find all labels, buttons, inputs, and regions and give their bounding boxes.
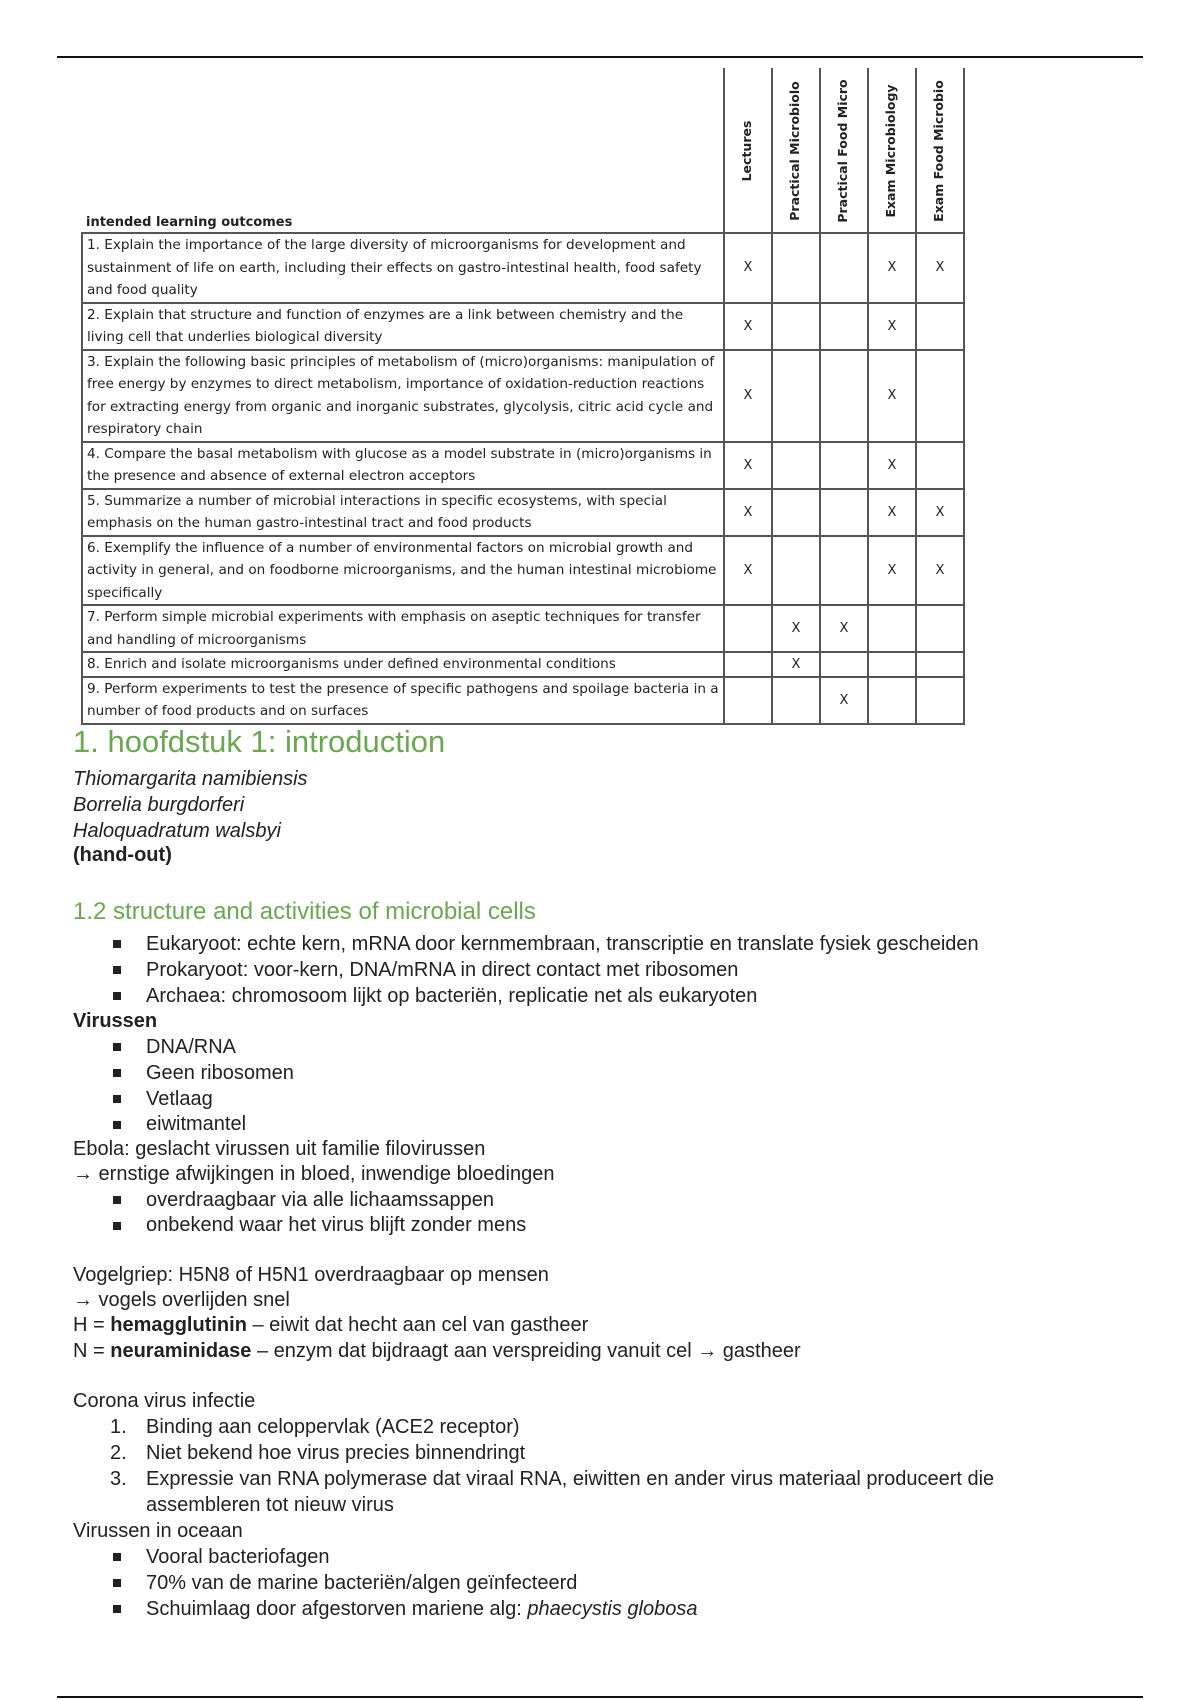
- h-term: hemagglutinin: [110, 1314, 247, 1336]
- bullet-icon: [113, 1069, 121, 1077]
- list-item: [146, 1596, 697, 1622]
- mark-cell: [772, 442, 820, 489]
- mark-cell: [820, 350, 868, 442]
- mark-cell: X: [724, 489, 772, 536]
- bullet-icon: [113, 1095, 121, 1103]
- mark-cell: X: [868, 489, 916, 536]
- mark-cell: [868, 652, 916, 677]
- hemagglutinin-line: [73, 1312, 588, 1338]
- list-item: Binding aan celoppervlak (ACE2 receptor): [146, 1416, 520, 1438]
- list-item-continued: assembleren tot nieuw virus: [146, 1494, 394, 1516]
- step-number: 1.: [110, 1416, 127, 1438]
- outcome-cell: 6. Exemplify the influence of a number of environmental factors on microbial growth and activity in general, and on foodborne microorganisms, and the human intestinal microbiome specifically: [82, 536, 724, 606]
- bullet-icon: [113, 1121, 121, 1129]
- mark-cell: [820, 233, 868, 303]
- virus-heading: Virussen: [73, 1010, 158, 1032]
- mark-cell: [772, 536, 820, 606]
- table-row: [82, 489, 964, 536]
- mark-cell: [820, 442, 868, 489]
- bullet-icon: [113, 1579, 121, 1587]
- n-term: neuraminidase: [110, 1340, 252, 1362]
- species-item: Thiomargarita namibiensis: [73, 768, 308, 790]
- corona-line: Corona virus infectie: [73, 1390, 256, 1412]
- mark-cell: [916, 652, 964, 677]
- table-row: [82, 652, 964, 677]
- column-label-practical-micro: Practical Microbiolo: [787, 81, 802, 221]
- mark-cell: X: [724, 350, 772, 442]
- bullet-icon: [113, 1553, 121, 1561]
- section-title: 1.2 structure and activities of microbial cells: [73, 898, 536, 925]
- outcome-cell: 5. Summarize a number of microbial interactions in specific ecosystems, with special emphasis on the human gastro-intestinal tract and food products: [82, 489, 724, 536]
- ebola-arrow-line: → ernstige afwijkingen in bloed, inwendige bloedingen: [73, 1163, 555, 1185]
- outcome-cell: 4. Compare the basal metabolism with glucose as a model substrate in (micro)organisms in the presence and absence of external electron acceptors: [82, 442, 724, 489]
- mark-cell: X: [772, 652, 820, 677]
- bullet-icon: [113, 940, 121, 948]
- bullet-icon: [113, 1605, 121, 1613]
- list-item: Niet bekend hoe virus precies binnendringt: [146, 1442, 526, 1464]
- bird-flu-arrow-line: → vogels overlijden snel: [73, 1289, 290, 1311]
- mark-cell: [868, 677, 916, 724]
- list-item: Archaea: chromosoom lijkt op bacteriën, replicatie net als eukaryoten: [146, 985, 758, 1007]
- ocean-last-prefix: Schuimlaag door afgestorven mariene alg:: [146, 1598, 528, 1620]
- outcome-cell: 7. Perform simple microbial experiments with emphasis on aseptic techniques for transfer and handling of microorganisms: [82, 605, 724, 652]
- mark-cell: X: [724, 233, 772, 303]
- mark-cell: [772, 489, 820, 536]
- mark-cell: X: [916, 489, 964, 536]
- table-row: [82, 303, 964, 350]
- column-header: [916, 68, 964, 233]
- mark-cell: X: [868, 303, 916, 350]
- outcome-cell: 8. Enrich and isolate microorganisms under defined environmental conditions: [82, 652, 724, 677]
- column-label-exam-food: Exam Food Microbio: [931, 80, 946, 222]
- list-item: Expressie van RNA polymerase dat viraal RNA, eiwitten en ander virus materiaal produceert die: [146, 1468, 995, 1490]
- species-name: phaecystis globosa: [527, 1598, 698, 1620]
- mark-cell: X: [724, 442, 772, 489]
- mark-cell: X: [724, 536, 772, 606]
- learning-outcomes-table: [81, 68, 965, 725]
- mark-cell: [772, 303, 820, 350]
- bullet-icon: [113, 966, 121, 974]
- bottom-rule: [57, 1696, 1143, 1698]
- list-item: overdraagbaar via alle lichaamssappen: [146, 1189, 494, 1211]
- outcome-cell: 1. Explain the importance of the large diversity of microorganisms for development and sustainment of life on earth, including their effects on gastro-intestinal health, food safety and food quality: [82, 233, 724, 303]
- mark-cell: [916, 350, 964, 442]
- table-row: [82, 233, 964, 303]
- list-item: Prokaryoot: voor-kern, DNA/mRNA in direct contact met ribosomen: [146, 959, 739, 981]
- column-label-exam-micro: Exam Microbiology: [883, 84, 898, 218]
- ocean-line: Virussen in oceaan: [73, 1520, 243, 1542]
- mark-cell: [916, 677, 964, 724]
- mark-cell: [868, 605, 916, 652]
- species-item: Haloquadratum walsbyi: [73, 820, 281, 842]
- mark-cell: [772, 677, 820, 724]
- table-row: [82, 442, 964, 489]
- chapter-title: 1. hoofdstuk 1: introduction: [73, 724, 446, 759]
- bullet-icon: [113, 992, 121, 1000]
- n-description: – enzym dat bijdraagt aan verspreiding vanuit cel → gastheer: [251, 1340, 801, 1362]
- table-row: [82, 677, 964, 724]
- column-label-lectures: Lectures: [739, 120, 754, 182]
- n-prefix: N =: [73, 1340, 111, 1362]
- mark-cell: X: [916, 536, 964, 606]
- mark-cell: X: [916, 233, 964, 303]
- mark-cell: [916, 442, 964, 489]
- mark-cell: [724, 677, 772, 724]
- mark-cell: [820, 489, 868, 536]
- mark-cell: X: [820, 605, 868, 652]
- outcome-cell: 9. Perform experiments to test the presence of specific pathogens and spoilage bacteria in a number of food products and on surfaces: [82, 677, 724, 724]
- handout-note: (hand-out): [73, 844, 172, 866]
- outcome-cell: 2. Explain that structure and function of enzymes are a link between chemistry and the living cell that underlies biological diversity: [82, 303, 724, 350]
- list-item: DNA/RNA: [146, 1036, 237, 1058]
- column-header: [772, 68, 820, 233]
- table-row: [82, 536, 964, 606]
- step-number: 2.: [110, 1442, 127, 1464]
- bullet-icon: [113, 1196, 121, 1204]
- column-label-practical-food: Practical Food Micro: [835, 79, 850, 223]
- table-row: [82, 350, 964, 442]
- mark-cell: X: [724, 303, 772, 350]
- mark-cell: [772, 350, 820, 442]
- list-item: 70% van de marine bacteriën/algen geïnfecteerd: [146, 1572, 578, 1594]
- mark-cell: [820, 652, 868, 677]
- bullet-icon: [113, 1043, 121, 1051]
- h-description: – eiwit dat hecht aan cel van gastheer: [246, 1314, 589, 1336]
- list-item: onbekend waar het virus blijft zonder mens: [146, 1214, 527, 1236]
- table-row: [82, 605, 964, 652]
- mark-cell: [820, 536, 868, 606]
- outcome-cell: 3. Explain the following basic principles of metabolism of (micro)organisms: manipulation of free energy by enzymes to direct metabolism, importance of oxidation-reduction reactions for extracting energy from organic and inorganic substrates, glycolysis, citric acid cycle and respiratory chain: [82, 350, 724, 442]
- list-item: Vooral bacteriofagen: [146, 1546, 330, 1568]
- h-prefix: H =: [73, 1314, 111, 1336]
- table-header-row: [82, 68, 964, 233]
- mark-cell: X: [868, 350, 916, 442]
- list-item: Vetlaag: [146, 1088, 213, 1110]
- column-header: [820, 68, 868, 233]
- column-header: [868, 68, 916, 233]
- mark-cell: [916, 605, 964, 652]
- column-header: [724, 68, 772, 233]
- species-item: Borrelia burgdorferi: [73, 794, 245, 816]
- list-item: Geen ribosomen: [146, 1062, 294, 1084]
- bullet-icon: [113, 1222, 121, 1230]
- mark-cell: [820, 303, 868, 350]
- list-item: Eukaryoot: echte kern, mRNA door kernmembraan, transcriptie en translate fysiek gescheiden: [146, 933, 979, 955]
- mark-cell: X: [772, 605, 820, 652]
- mark-cell: X: [820, 677, 868, 724]
- mark-cell: X: [868, 233, 916, 303]
- bird-flu-line: Vogelgriep: H5N8 of H5N1 overdraagbaar op mensen: [73, 1264, 549, 1286]
- mark-cell: [724, 652, 772, 677]
- neuraminidase-line: [73, 1338, 801, 1364]
- mark-cell: X: [868, 442, 916, 489]
- table-title: intended learning outcomes: [82, 68, 724, 233]
- mark-cell: [916, 303, 964, 350]
- list-item: eiwitmantel: [146, 1113, 247, 1135]
- top-rule: [57, 56, 1143, 58]
- ebola-line: Ebola: geslacht virussen uit familie filovirussen: [73, 1138, 486, 1160]
- mark-cell: X: [868, 536, 916, 606]
- step-number: 3.: [110, 1468, 127, 1490]
- mark-cell: [724, 605, 772, 652]
- mark-cell: [772, 233, 820, 303]
